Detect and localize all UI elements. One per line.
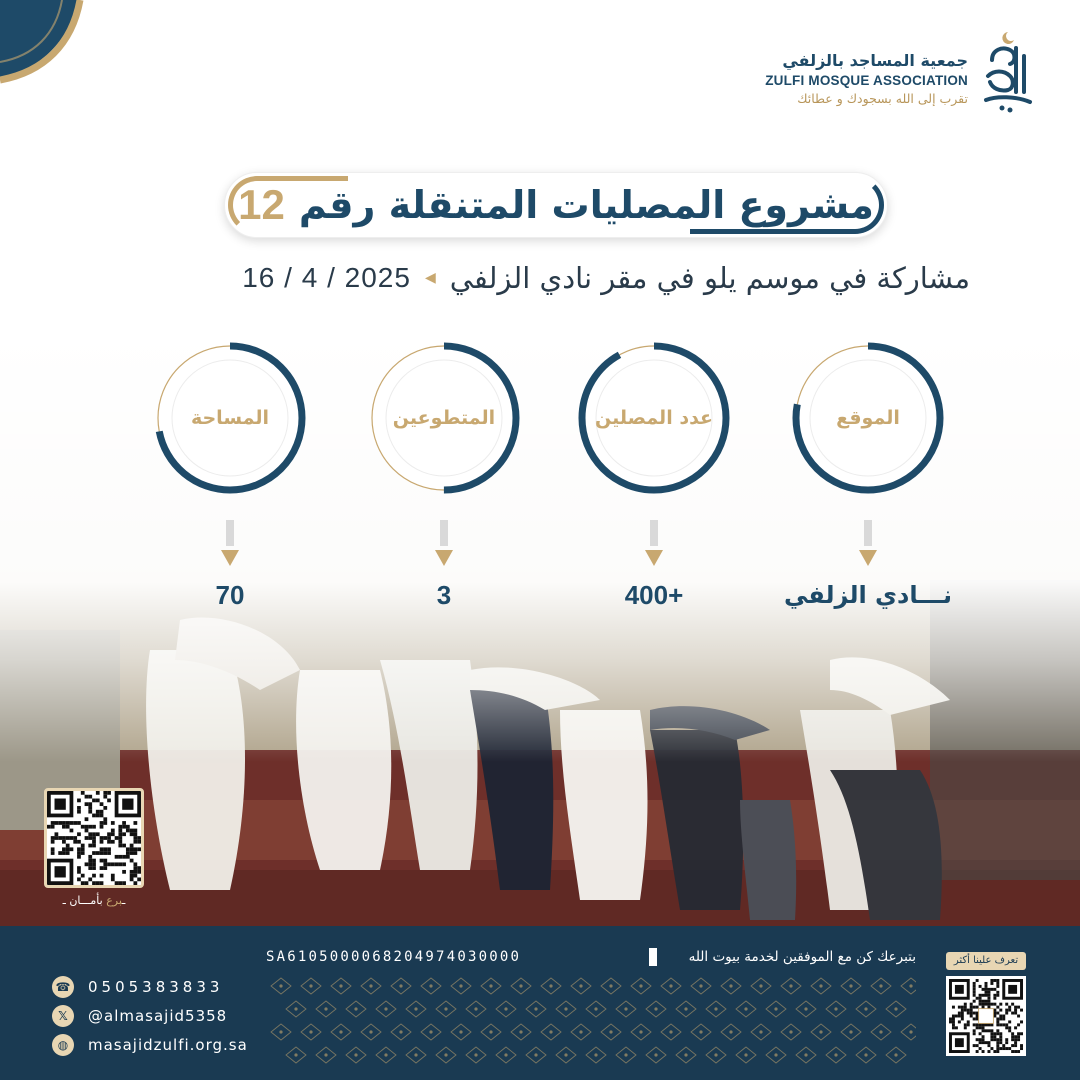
org-logo xyxy=(730,30,1040,120)
qr-caption-highlight: برع xyxy=(106,894,123,907)
stat-value: 3 xyxy=(436,580,452,610)
stat-value: 70 xyxy=(215,580,245,610)
down-arrow-icon xyxy=(434,520,454,566)
org-tagline: تقرب إلى الله بسجودك و عطائك xyxy=(797,91,968,106)
phone-icon: ☎ xyxy=(52,976,74,998)
donate-message: بتبرعك كن مع الموفقين لخدمة بيوت الله xyxy=(688,949,916,965)
subtitle-text: مشاركة في موسم يلو في مقر نادي الزلفي xyxy=(449,261,970,295)
iban-row xyxy=(266,945,916,969)
page-title-text: مشروع المصليات المتنقلة رقم xyxy=(298,183,874,227)
stat-label: المساحة xyxy=(190,407,270,429)
globe-icon: ◍ xyxy=(52,1034,74,1056)
stat-label: الموقع xyxy=(836,407,900,429)
corner-decoration xyxy=(0,0,90,90)
donation-qr-caption xyxy=(44,894,144,907)
stat-value: 400+ xyxy=(624,580,684,610)
website-qr-code[interactable] xyxy=(946,976,1026,1056)
phone-contact[interactable] xyxy=(52,974,223,1000)
phone-number: 0505383833 xyxy=(88,978,224,996)
donation-qr-code[interactable] xyxy=(44,788,144,888)
x-twitter-icon: 𝕏 xyxy=(52,1005,74,1027)
down-arrow-icon xyxy=(644,520,664,566)
website-url: masajidzulfi.org.sa xyxy=(88,1036,248,1054)
stat-label: عدد المصلين xyxy=(594,407,714,429)
website-contact[interactable] xyxy=(52,1032,248,1058)
know-more-label: تعرف علينا أكثر xyxy=(946,952,1026,970)
footer-pattern-decoration xyxy=(266,975,916,1067)
stat-label: المتطوعين xyxy=(392,407,496,429)
subtitle-row xyxy=(140,256,970,300)
mosque-logo-icon xyxy=(978,30,1040,120)
down-arrow-icon xyxy=(220,520,240,566)
event-date: 2025 / 4 / 16 xyxy=(242,262,411,293)
twitter-handle: @almasajid5358 xyxy=(88,1007,228,1025)
iban-separator xyxy=(649,948,657,966)
twitter-contact[interactable] xyxy=(52,1003,227,1029)
project-number: 12 xyxy=(238,181,285,228)
subtitle-arrow-icon: ◀ xyxy=(424,270,436,286)
org-name-arabic: جمعية المساجد بالزلفي xyxy=(782,51,968,70)
qr-caption-prefix: ـ xyxy=(122,894,126,907)
iban-number[interactable]: SA6105000068204974030000 xyxy=(266,949,522,965)
qr-caption-text: بأمـــان ـ xyxy=(62,894,103,907)
org-name-english: ZULFI MOSQUE ASSOCIATION xyxy=(765,73,968,88)
page-title xyxy=(224,172,888,238)
down-arrow-icon xyxy=(858,520,878,566)
stat-value: نـــادي الزلفي xyxy=(783,581,953,609)
